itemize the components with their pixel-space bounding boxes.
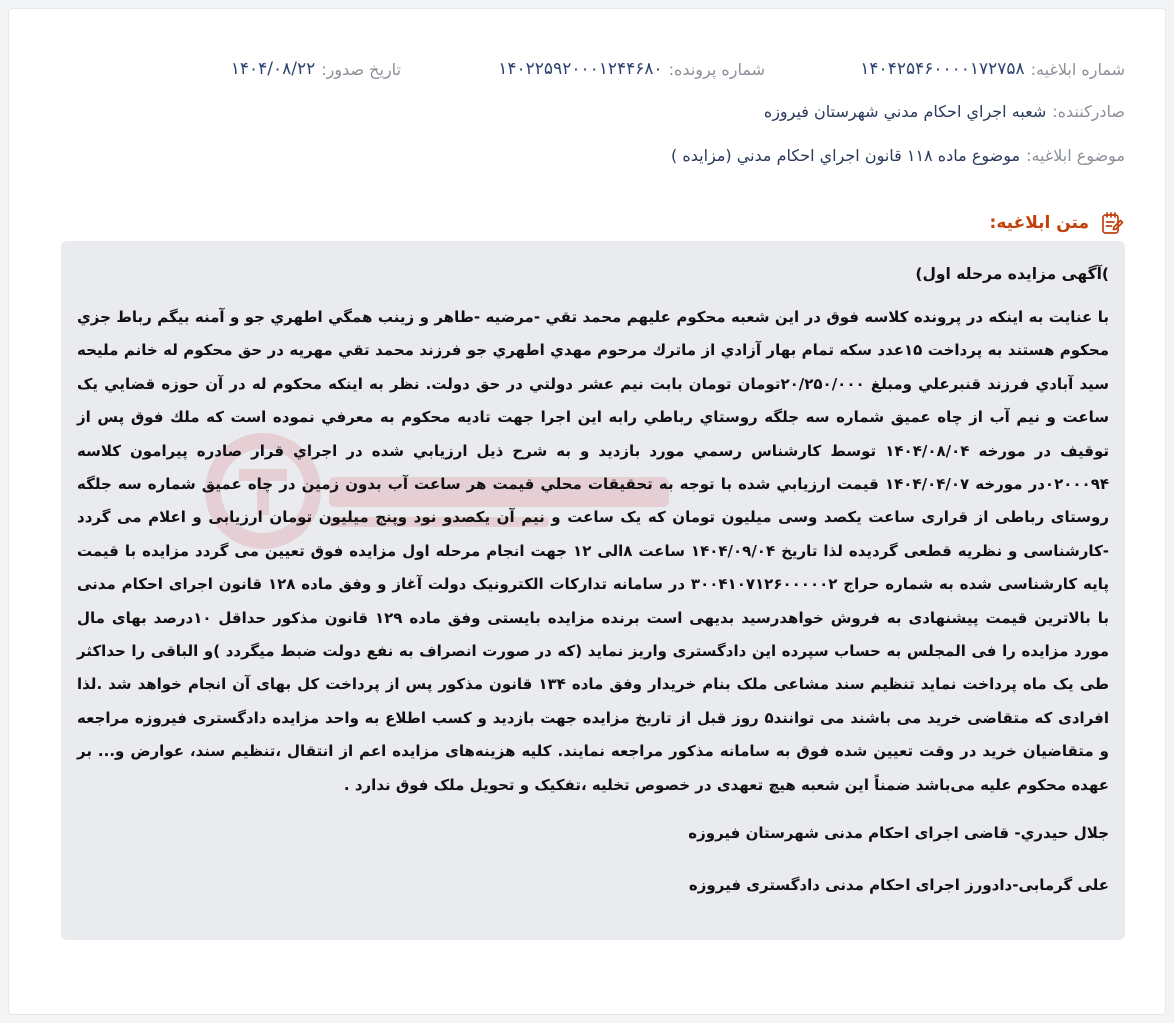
notice-body-text: با عنايت به اينكه در پرونده كلاسه فوق در اين شعبه محكوم عليهم محمد تقي -مرضيه -طاهر و زينب همگي اطهري جو و آمنه بيگم رباط جزي محكوم هستند به پرداخت ۱۵عدد سكه تمام بهار آزادي از ماترك مرحوم مهدي اطهري جو فرزند محمد تقي مهريه در حق محكوم له خانم مليحه سيد آبادي فرزند قنبرعلي ومبلغ ۲۰/۲۵۰/۰۰۰تومان تومان بابت نيم عشر دولتي در حق دولت. نظر به اينكه محكوم له در آن حوزه قضايي يک ساعت و نيم آب از چاه عميق شماره سه جلگه روستاي رباطي رابه اين اجرا جهت تاديه محكوم به معرفي نموده است كه ملك فوق پس از توقيف در مورخه ۱۴۰۴/۰۸/۰۴ توسط كارشناس رسمي مورد بازديد و به شرح ذيل ارزيابي شده در اجراي قرار صادره پيرامون كلاسه ۰۲۰۰۰۹۴در مورخه ۱۴۰۴/۰۴/۰۷ قيمت ارزيابي شده با توجه به تحقيقات محلي قيمت هر ساعت آب بدون زمین در چاه عمیق شماره سه جلگه روستای رباطی از قراری ساعت یکصد وسی میلیون تومان که یک ساعت و نیم آن یکصدو نود وپنج میلیون تومان ارزیابی و اعلام می گردد -کارشناسی و نظریه قطعی گردیده لذا تاریخ ۱۴۰۴/۰۹/۰۴ ساعت ۸الی ۱۲ جهت انجام مرحله اول مزایده فوق تعیین می گردد مزایده با قیمت پایه کارشناسی شده به شماره حراج ۳۰۰۴۱۰۷۱۲۶۰۰۰۰۰۲ در سامانه تدارکات الکترونیک دولت آغاز و وفق ماده ۱۲۸ قانون اجرای احکام مدنی با بالاترین قیمت پیشنهادی به فروش خواهدرسید بدیهی است برنده مزایده بایستی وفق ماده ۱۲۹ قانون مذکور حداقل ۱۰درصد بهای مال مورد مزایده را فی المجلس به حساب سپرده این دادگستری واریز نماید (که در صورت انصراف به نفع دولت ضبط میگردد )و الباقی را حداکثر طی یک ماه پرداخت نماید تنظیم سند مشاعی ملک بنام خریدار وفق ماده ۱۳۴ قانون مذکور پس از پرداخت کل بهای آن انجام خواهد شد .لذا افرادی که متقاضی خرید می باشند می توانند۵ روز قبل از تاریخ مزایده جهت بازدید و کسب اطلاع به واحد مزایده دادگستری فیروزه مراجعه و متقاضیان خرید در وقت تعیین شده فوق به سامانه مذکور مراجعه نمایند. کلیه هزینه‌های مزایده اعم از انتقال ،تنظیم سند، عوارض و... بر عهده محکوم علیه می‌باشد ضمناً این شعبه هیچ تعهدی در خصوص تخلیه ،تفکیک و تحویل ملک فوق ندارد . <box>77 308 1110 794</box>
notepad-icon <box>1099 210 1125 236</box>
issuer <box>764 97 1125 125</box>
judge-signature: جلال حيدري- قاضی اجرای احکام مدنی شهرستان فیروزه <box>688 824 1109 843</box>
issue-date <box>231 55 401 83</box>
notice-number-value: ۱۴۰۴۲۵۴۶۰۰۰۰۱۷۲۷۵۸ <box>860 59 1025 79</box>
issuer-value: شعبه اجراي احكام مدني شهرستان فيروزه <box>763 101 1047 121</box>
subject-row <box>49 141 1125 169</box>
notice-card <box>8 8 1166 1015</box>
notice-text-box <box>61 241 1125 940</box>
subject-label: موضوع ابلاغیه: <box>1026 145 1125 165</box>
notice-text-title: متن ابلاغیه: <box>989 213 1089 233</box>
notice-number-label: شماره ابلاغیه: <box>1030 59 1125 79</box>
issuer-row <box>49 97 1125 125</box>
case-number-label: شماره پرونده: <box>668 59 765 79</box>
notice-meta-row <box>49 55 1125 83</box>
issue-date-value: ۱۴۰۴/۰۸/۲۲ <box>230 59 316 79</box>
clerk-signature: علی گرمابی-دادورز اجرای احکام مدنی دادگستری فیروزه <box>688 876 1109 895</box>
issuer-label: صادرکننده: <box>1052 101 1125 121</box>
case-number <box>498 55 765 83</box>
case-number-value: ۱۴۰۲۲۵۹۲۰۰۰۱۲۴۴۶۸۰ <box>498 59 663 79</box>
notice-text-heading <box>990 207 1125 239</box>
issue-date-label: تاریخ صدور: <box>321 59 401 79</box>
subject-value: موضوع ماده ۱۱۸ قانون اجراي احكام مدني (مزايده ) <box>671 145 1021 165</box>
subject <box>671 141 1125 169</box>
notice-number <box>860 55 1125 83</box>
notice-title: )آگهی مزایده مرحله اول) <box>915 265 1109 283</box>
